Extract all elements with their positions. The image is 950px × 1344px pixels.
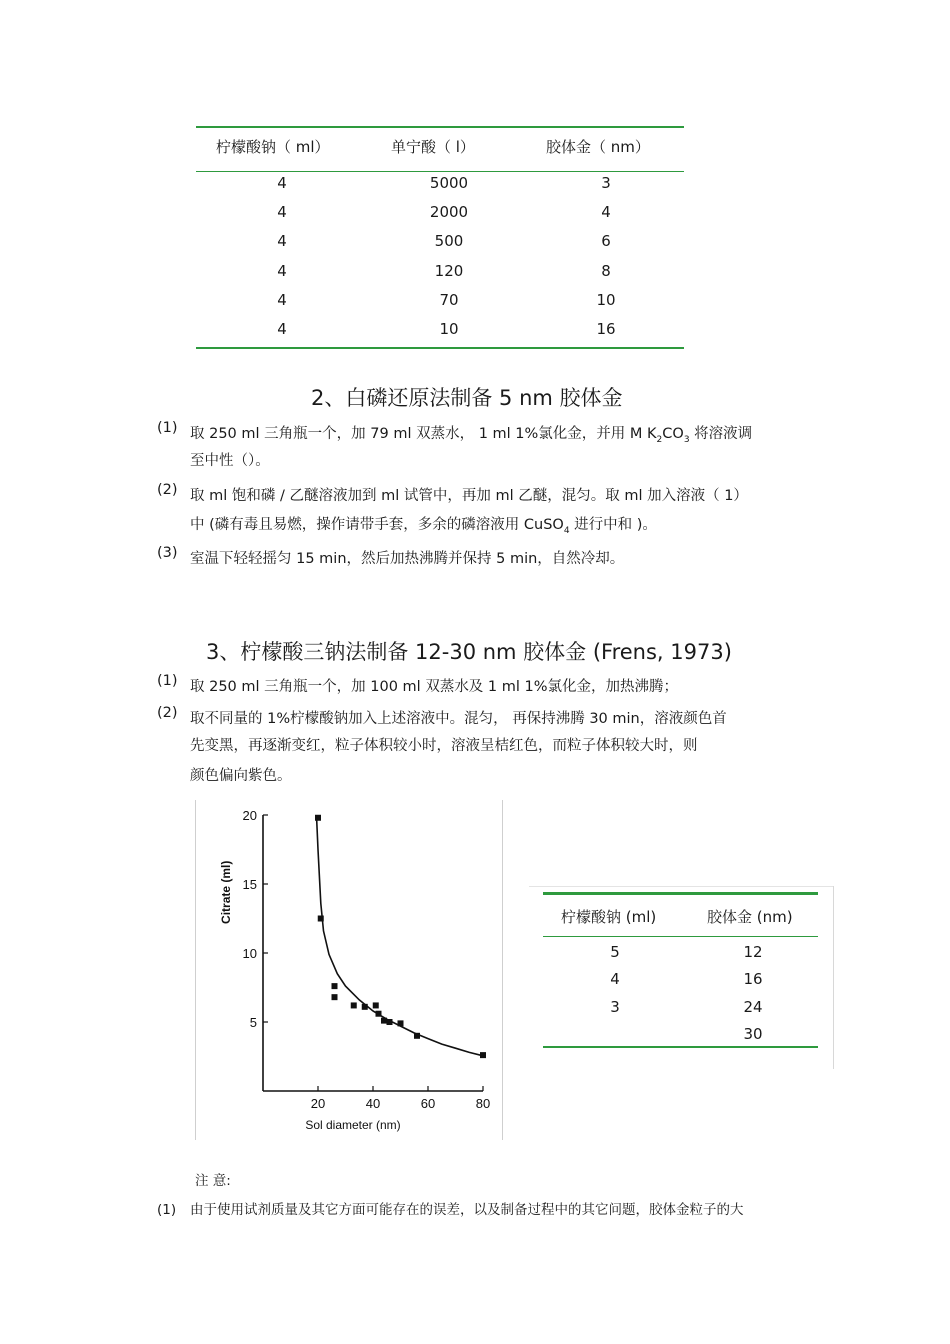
table-rule-bottom xyxy=(196,347,684,349)
table-header-gold: 胶体金 (nm) xyxy=(707,908,793,926)
table-header-gold: 胶体金（ nm） xyxy=(546,138,650,156)
table-cell: 4 xyxy=(610,970,620,989)
table-cell: 4 xyxy=(277,203,287,222)
data-point xyxy=(480,1052,486,1058)
paragraph-line: 颜色偏向紫色。 xyxy=(190,768,292,784)
y-axis-label: Citrate (ml) xyxy=(219,860,233,924)
table-rule-mid xyxy=(196,171,684,172)
y-tick-label: 15 xyxy=(242,877,257,892)
data-point xyxy=(373,1002,379,1008)
data-point xyxy=(376,1011,382,1017)
table-cell: 3 xyxy=(601,174,611,192)
table-header-tannic: 单宁酸（ l） xyxy=(391,138,475,156)
table-header-citrate: 柠檬酸钠（ ml） xyxy=(216,138,330,156)
list-number: (2) xyxy=(157,482,178,498)
table-cell: 4 xyxy=(277,174,287,192)
table-rule-top xyxy=(196,126,684,128)
x-tick-label: 80 xyxy=(475,1096,491,1111)
data-point xyxy=(318,916,324,922)
table-cell: 3 xyxy=(610,997,620,1016)
paragraph-line: 中 (磷有毒且易燃，操作请带手套，多余的磷溶液用 CuSO$_4$ 进行中和 )。 xyxy=(190,517,657,536)
chart-svg xyxy=(195,800,503,1140)
section-3-title: 3、柠檬酸三钠法制备 12-30 nm 胶体金 (Frens, 1973) xyxy=(206,640,732,664)
note-text: 由于使用试剂质量及其它方面可能存在的误差，以及制备过程中的其它问题，胶体金粒子的大 xyxy=(190,1202,744,1218)
paragraph-line: 先变黑，再逐渐变红，粒子体积较小时，溶液呈桔红色，而粒子体积较大时，则 xyxy=(190,738,698,754)
paragraph-line: 室温下轻轻摇匀 15 min，然后加热沸腾并保持 5 min，自然冷却。 xyxy=(190,551,625,567)
table-cell: 120 xyxy=(434,261,464,280)
data-point xyxy=(351,1002,357,1008)
table-cell: 10 xyxy=(439,320,459,338)
table-frame xyxy=(529,886,834,887)
section-2-title: 2、白磷还原法制备 5 nm 胶体金 xyxy=(311,386,623,410)
list-number: (1) xyxy=(157,1202,177,1218)
paragraph-line: 取 250 ml 三角瓶一个，加 79 ml 双蒸水， 1 ml 1%氯化金，并用 M $K_2CO_3$ 将溶液调 xyxy=(190,426,753,445)
list-number: (1) xyxy=(157,673,178,689)
list-number: (3) xyxy=(157,545,178,561)
table-cell: 5 xyxy=(610,943,620,961)
table-cell: 16 xyxy=(743,970,763,989)
table-header-citrate: 柠檬酸钠 (ml) xyxy=(561,908,657,926)
x-axis-label: Sol diameter (nm) xyxy=(305,1118,401,1132)
chart-border xyxy=(195,800,196,1140)
table-cell: 2000 xyxy=(429,203,469,222)
x-tick-label: 60 xyxy=(420,1096,436,1111)
data-point xyxy=(332,994,338,1000)
chart-border xyxy=(502,800,503,1140)
paragraph-line: 取 250 ml 三角瓶一个，加 100 ml 双蒸水及 1 ml 1%氯化金，加热沸腾； xyxy=(190,679,679,695)
table-cell: 500 xyxy=(434,232,464,251)
table-rule-bottom xyxy=(543,1046,818,1048)
paragraph-line: 至中性（）。 xyxy=(190,453,270,469)
table-cell: 4 xyxy=(277,320,287,338)
table-citrate-diameter xyxy=(529,886,834,1069)
x-tick-label: 40 xyxy=(365,1096,381,1111)
data-point xyxy=(362,1004,368,1010)
paragraph-line: 取 ml 饱和磷 / 乙醚溶液加到 ml 试管中，再加 ml 乙醚，混匀。取 ml 加入溶液（ 1） xyxy=(190,488,748,504)
data-point xyxy=(381,1018,387,1024)
table-cell: 70 xyxy=(439,290,459,309)
paragraph-line: 取不同量的 1%柠檬酸钠加入上述溶液中。混匀， 再保持沸腾 30 min，溶液颜色首 xyxy=(190,711,727,727)
table-cell: 24 xyxy=(743,997,763,1016)
data-point xyxy=(332,983,338,989)
table-cell: 10 xyxy=(596,290,616,309)
data-point xyxy=(398,1020,404,1026)
table-cell: 8 xyxy=(601,261,611,280)
table-cell: 4 xyxy=(277,290,287,309)
list-number: (1) xyxy=(157,420,178,436)
table-cell: 4 xyxy=(601,203,611,222)
table-cell: 16 xyxy=(596,320,616,338)
table-cell: 30 xyxy=(743,1024,763,1043)
table-cell: 5000 xyxy=(429,174,469,192)
table-cell: 12 xyxy=(743,943,763,961)
x-tick-label: 20 xyxy=(310,1096,326,1111)
table-cell: 4 xyxy=(277,232,287,251)
y-tick-label: 10 xyxy=(242,946,257,961)
data-point xyxy=(387,1019,393,1025)
data-point xyxy=(315,815,321,821)
table-cell: 6 xyxy=(601,232,611,251)
chart-citrate-vs-diameter xyxy=(195,800,503,1140)
table-cell: 4 xyxy=(277,261,287,280)
fit-curve xyxy=(317,818,483,1056)
table-rule-mid xyxy=(543,936,818,937)
note-label: 注 意: xyxy=(195,1173,231,1189)
table-rule-top xyxy=(543,892,818,895)
data-point xyxy=(414,1033,420,1039)
list-number: (2) xyxy=(157,705,178,721)
y-tick-label: 20 xyxy=(242,808,257,823)
table-frame xyxy=(833,886,834,1069)
y-tick-label: 5 xyxy=(249,1015,257,1030)
